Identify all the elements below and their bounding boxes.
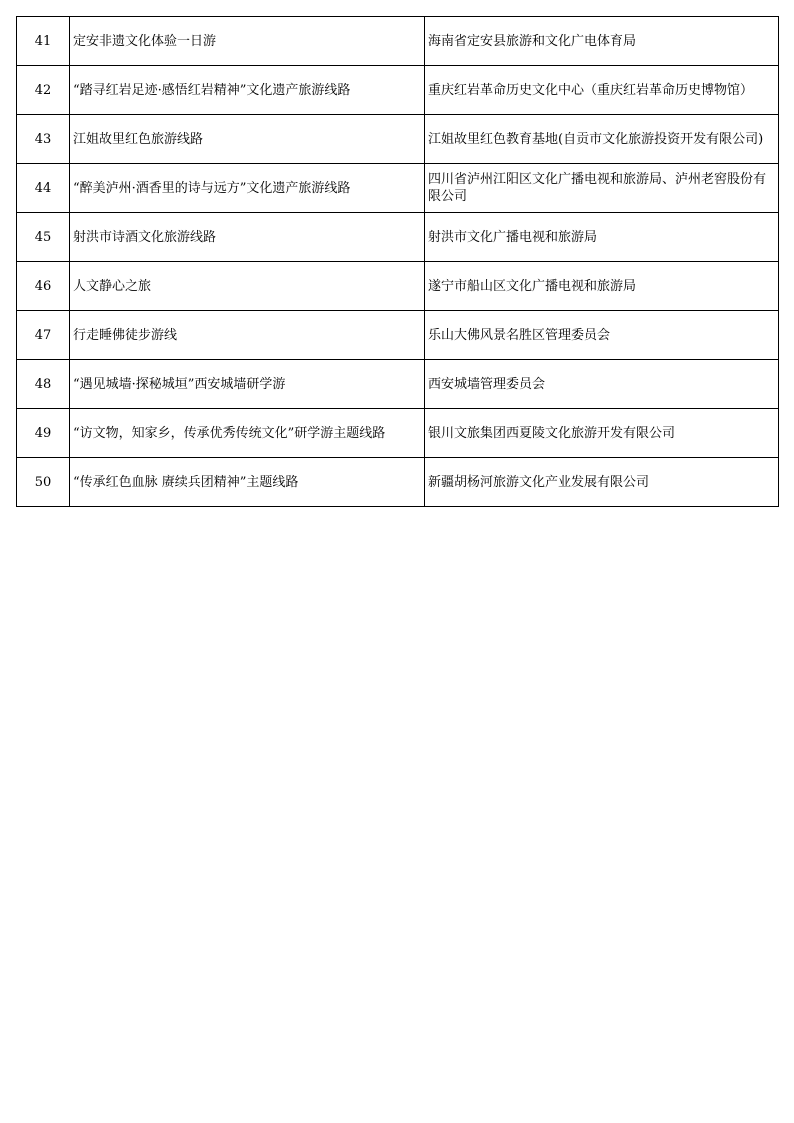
organization-cell: 重庆红岩革命历史文化中心（重庆红岩革命历史博物馆） — [425, 66, 779, 115]
organization-cell: 四川省泸州江阳区文化广播电视和旅游局、泸州老窖股份有限公司 — [425, 164, 779, 213]
table-row — [17, 458, 779, 507]
row-number-cell: 41 — [17, 17, 70, 66]
table-row — [17, 262, 779, 311]
route-name-cell: “访文物，知家乡，传承优秀传统文化”研学游主题线路 — [70, 409, 425, 458]
route-name-cell: “醉美泸州·酒香里的诗与远方”文化遗产旅游线路 — [70, 164, 425, 213]
organization-cell: 海南省定安县旅游和文化广电体育局 — [425, 17, 779, 66]
table-row — [17, 311, 779, 360]
organization-cell: 射洪市文化广播电视和旅游局 — [425, 213, 779, 262]
route-name-cell: 定安非遗文化体验一日游 — [70, 17, 425, 66]
table-row — [17, 360, 779, 409]
row-number-cell: 49 — [17, 409, 70, 458]
table-row — [17, 66, 779, 115]
route-name-cell: “遇见城墙·探秘城垣”西安城墙研学游 — [70, 360, 425, 409]
organization-cell: 西安城墙管理委员会 — [425, 360, 779, 409]
organization-cell: 江姐故里红色教育基地(自贡市文化旅游投资开发有限公司) — [425, 115, 779, 164]
route-name-cell: 射洪市诗酒文化旅游线路 — [70, 213, 425, 262]
table-body — [17, 17, 779, 507]
table-row — [17, 17, 779, 66]
document-page — [16, 16, 775, 507]
organization-cell: 遂宁市船山区文化广播电视和旅游局 — [425, 262, 779, 311]
row-number-cell: 44 — [17, 164, 70, 213]
route-name-cell: 人文静心之旅 — [70, 262, 425, 311]
row-number-cell: 47 — [17, 311, 70, 360]
row-number-cell: 45 — [17, 213, 70, 262]
route-name-cell: “踏寻红岩足迹·感悟红岩精神”文化遗产旅游线路 — [70, 66, 425, 115]
table-row — [17, 164, 779, 213]
organization-cell: 乐山大佛风景名胜区管理委员会 — [425, 311, 779, 360]
route-name-cell: 江姐故里红色旅游线路 — [70, 115, 425, 164]
organization-cell: 新疆胡杨河旅游文化产业发展有限公司 — [425, 458, 779, 507]
table-row — [17, 409, 779, 458]
row-number-cell: 43 — [17, 115, 70, 164]
row-number-cell: 48 — [17, 360, 70, 409]
tour-routes-table — [16, 16, 779, 507]
table-row — [17, 115, 779, 164]
route-name-cell: 行走睡佛徒步游线 — [70, 311, 425, 360]
row-number-cell: 46 — [17, 262, 70, 311]
row-number-cell: 50 — [17, 458, 70, 507]
row-number-cell: 42 — [17, 66, 70, 115]
route-name-cell: “传承红色血脉 赓续兵团精神”主题线路 — [70, 458, 425, 507]
table-row — [17, 213, 779, 262]
organization-cell: 银川文旅集团西夏陵文化旅游开发有限公司 — [425, 409, 779, 458]
